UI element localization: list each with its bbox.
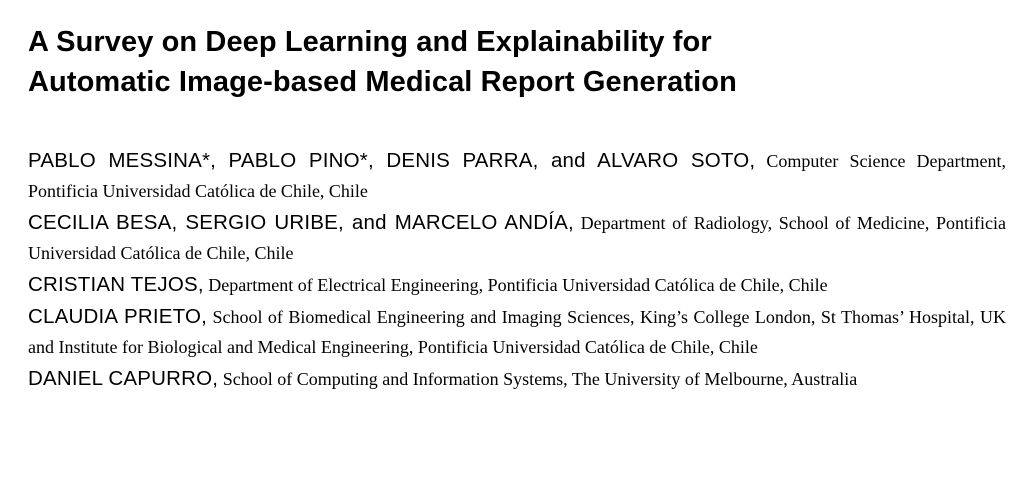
paper-title-line-2: Automatic Image-based Medical Report Generation <box>28 66 737 98</box>
paper-header <box>28 22 1006 396</box>
author-group-3 <box>28 270 1006 300</box>
author-names: CRISTIAN TEJOS, <box>28 273 204 296</box>
paper-title-line-1: A Survey on Deep Learning and Explainability for <box>28 26 712 58</box>
author-group-4 <box>28 302 1006 362</box>
paper-title <box>28 22 1006 102</box>
author-affiliation: School of Biomedical Engineering and Imaging Sciences, King’s College London, St Thomas’ Hospital, UK and Institute for Biological and Medical Engineering, Pontificia Universidad Católica de Chile, Chile <box>28 307 1006 357</box>
author-group-1 <box>28 146 1006 206</box>
author-list <box>28 146 1006 394</box>
author-affiliation: Department of Radiology, School of Medicine, Pontificia Universidad Católica de Chile, Chile <box>28 213 1007 263</box>
author-names: CLAUDIA PRIETO, <box>28 305 208 328</box>
author-names: CECILIA BESA, SERGIO URIBE, and MARCELO ANDÍA, <box>28 211 574 234</box>
author-affiliation: Computer Science Department, Pontificia Universidad Católica de Chile, Chile <box>28 151 1006 201</box>
author-group-5 <box>28 364 1006 394</box>
author-group-2 <box>28 208 1006 268</box>
author-affiliation: School of Computing and Information Systems, The University of Melbourne, Australia <box>222 369 858 389</box>
author-affiliation: Department of Electrical Engineering, Pontificia Universidad Católica de Chile, Chile <box>208 275 828 295</box>
author-names: DANIEL CAPURRO, <box>28 367 219 390</box>
author-names: PABLO MESSINA*, PABLO PINO*, DENIS PARRA, and ALVARO SOTO, <box>28 149 756 172</box>
